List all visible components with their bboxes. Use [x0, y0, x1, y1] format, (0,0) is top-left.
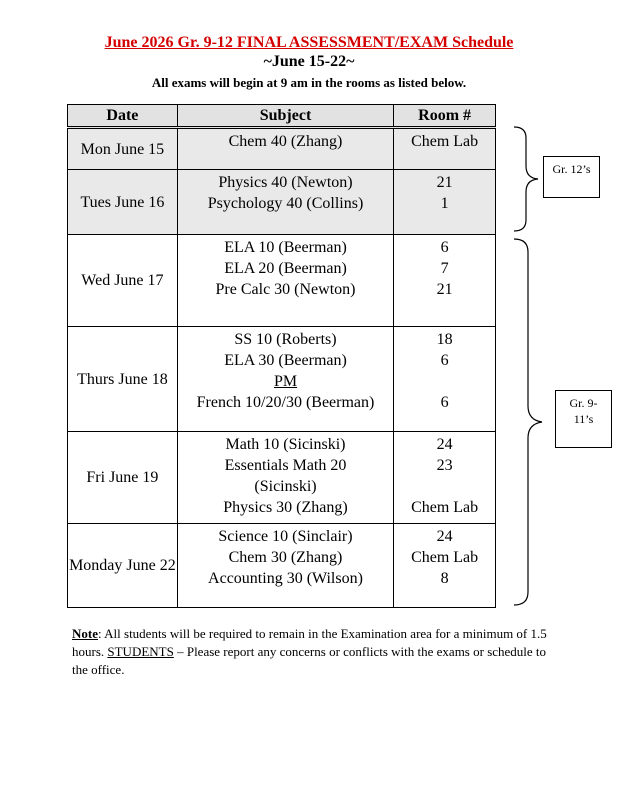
exam-subjects — [177, 524, 393, 608]
exam-date-text: Thurs June 18 — [77, 370, 168, 388]
grade-12-brace-icon — [510, 124, 546, 234]
exam-subjects — [177, 170, 393, 235]
table-row — [68, 170, 496, 235]
room-line: Chem Lab — [411, 499, 479, 516]
room-line: 1 — [440, 195, 449, 212]
subject-line: Pre Calc 30 (Newton) — [215, 281, 356, 298]
exam-date — [68, 524, 178, 608]
room-line: 6 — [440, 239, 449, 256]
table-row — [68, 524, 496, 608]
exam-subjects — [177, 432, 393, 524]
room-line: 24 — [436, 528, 453, 545]
table-row — [68, 128, 496, 170]
room-line: Chem Lab — [411, 549, 479, 566]
subject-line: Chem 30 (Zhang) — [228, 549, 343, 566]
subject-line: Psychology 40 (Collins) — [207, 195, 364, 212]
column-header-room: Room # — [394, 105, 496, 128]
grade-12-label: Gr. 12’s — [543, 156, 600, 198]
note-text-part2: – Please report any concerns or conflicts with the exams or schedule to the office. — [72, 644, 547, 677]
subject-line: Essentials Math 20 — [224, 457, 347, 474]
exam-subjects — [177, 327, 393, 432]
date-range-subtitle: ~June 15-22~ — [263, 53, 355, 70]
grade-9-11-brace-icon — [510, 236, 550, 608]
subject-line: ELA 20 (Beerman) — [224, 260, 347, 277]
exam-rooms — [394, 524, 496, 608]
exam-instructions: All exams will begin at 9 am in the rooms as listed below. — [151, 75, 467, 90]
room-line: 6 — [440, 394, 449, 411]
room-line: 18 — [436, 331, 453, 348]
pm-label: PM — [273, 373, 298, 390]
room-line: 21 — [436, 281, 453, 298]
table-header-row — [68, 105, 496, 128]
room-line — [394, 476, 495, 497]
exam-date: Mon June 15 — [68, 128, 178, 170]
students-label: STUDENTS — [107, 644, 174, 659]
exam-subjects — [177, 128, 393, 170]
room-line: Chem Lab — [411, 133, 479, 150]
subject-line: French 10/20/30 (Beerman) — [196, 394, 375, 411]
room-line: 6 — [440, 352, 449, 369]
exam-schedule-table — [67, 104, 496, 608]
table-row — [68, 327, 496, 432]
note-label: Note — [72, 626, 98, 641]
column-header-date: Date — [68, 105, 178, 128]
subject-line: SS 10 (Roberts) — [234, 331, 337, 348]
subject-line: (Sicinski) — [254, 478, 317, 495]
subject-line: Science 10 (Sinclair) — [218, 528, 353, 545]
room-line: 23 — [436, 457, 453, 474]
table-row — [68, 235, 496, 327]
room-line: 24 — [436, 436, 453, 453]
room-line — [394, 371, 495, 392]
exam-rooms — [394, 128, 496, 170]
exam-rooms — [394, 327, 496, 432]
exam-subjects — [177, 235, 393, 327]
subject-line: Physics 30 (Zhang) — [223, 499, 348, 516]
footer-note — [72, 625, 552, 679]
schedule-title: June 2026 Gr. 9-12 FINAL ASSESSMENT/EXAM Schedule — [104, 34, 514, 51]
note-text-part1: : All students will be required to remain in the Examination area for a minimum of 1.5 hours. — [72, 626, 547, 659]
room-line: 8 — [440, 570, 449, 587]
exam-date — [68, 327, 178, 432]
exam-date: Wed June 17 — [68, 235, 178, 327]
column-header-subject: Subject — [177, 105, 393, 128]
room-line: 21 — [436, 174, 453, 191]
subject-line: Math 10 (Sicinski) — [225, 436, 346, 453]
exam-date: Fri June 19 — [68, 432, 178, 524]
subject-line: Chem 40 (Zhang) — [228, 133, 343, 150]
grade-9-11-label: Gr. 9-11’s — [555, 390, 612, 448]
table-row — [68, 432, 496, 524]
subject-line: Accounting 30 (Wilson) — [208, 570, 363, 587]
exam-rooms — [394, 170, 496, 235]
subject-line: Physics 40 (Newton) — [218, 174, 353, 191]
exam-rooms — [394, 432, 496, 524]
subject-line: ELA 10 (Beerman) — [224, 239, 347, 256]
exam-date: Tues June 16 — [68, 170, 178, 235]
subject-line: ELA 30 (Beerman) — [224, 352, 347, 369]
exam-rooms — [394, 235, 496, 327]
room-line: 7 — [440, 260, 449, 277]
exam-date-text: Monday June 22 — [69, 557, 176, 574]
